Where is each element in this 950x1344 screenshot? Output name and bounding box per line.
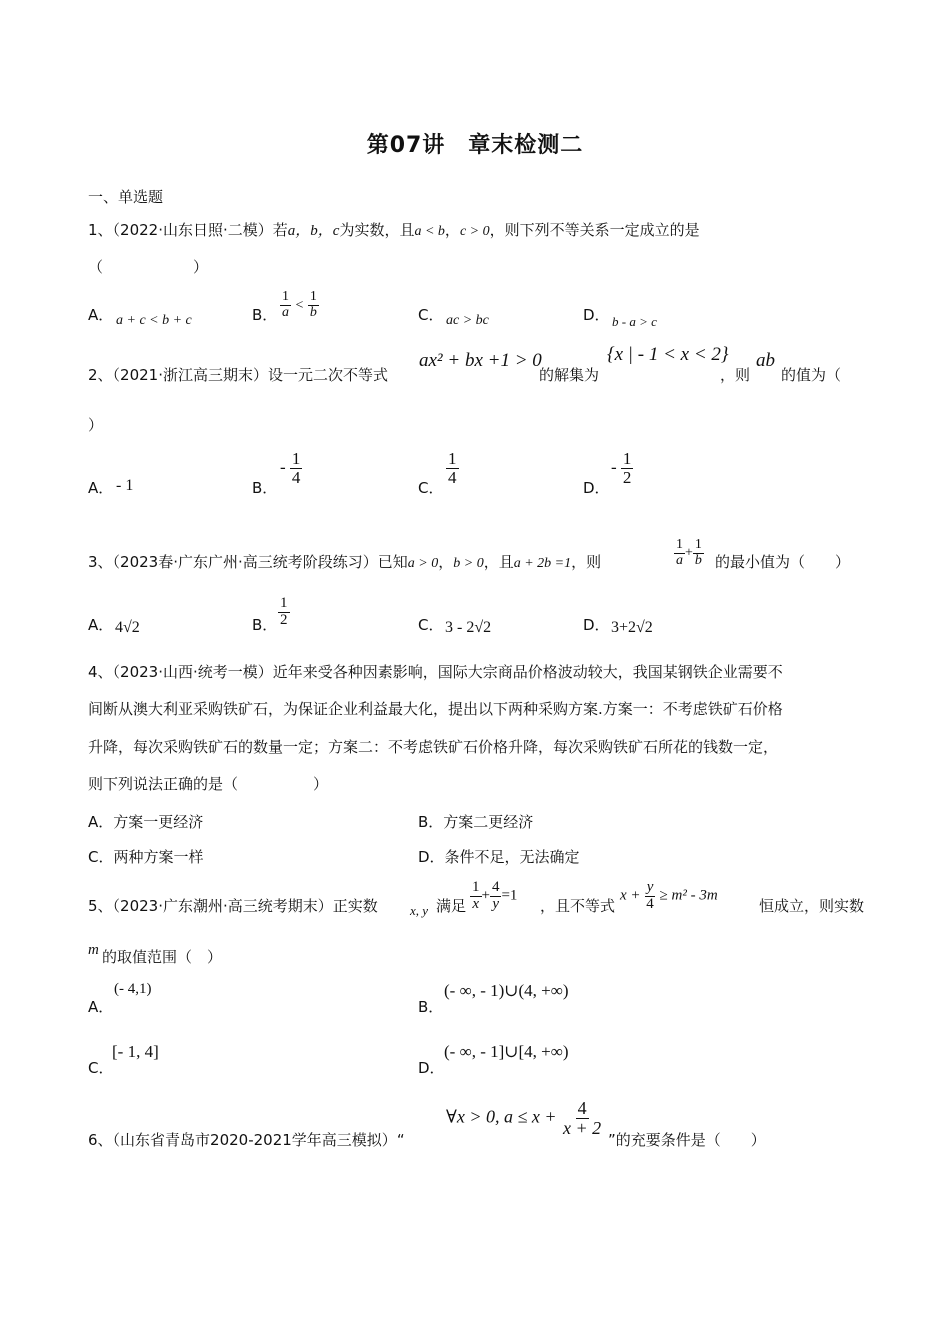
frac-num: 4 bbox=[577, 1098, 587, 1118]
question-number: 6、 bbox=[88, 1131, 113, 1149]
question-3-stem bbox=[88, 551, 601, 572]
frac-num: 1 bbox=[676, 537, 683, 552]
math-op: + bbox=[481, 887, 490, 904]
math-expr: m bbox=[88, 942, 99, 958]
option-d: (- ∞, - 1]∪[4, +∞) bbox=[444, 1042, 569, 1061]
frac-den: b bbox=[694, 552, 702, 568]
math-op: =1 bbox=[501, 887, 518, 904]
math-expr: a > 0 bbox=[407, 556, 439, 571]
stem-text: 的最小值为（ ） bbox=[715, 553, 851, 571]
option-label-d: D． bbox=[583, 479, 610, 497]
option-b: (- ∞, - 1)∪(4, +∞) bbox=[444, 981, 569, 1000]
frac-num: 1 bbox=[448, 449, 457, 468]
stem-text: 恒成立，则实数 bbox=[759, 897, 865, 915]
frac-den: x + 2 bbox=[563, 1117, 602, 1138]
math-inequality: ax² + bx +1 > 0 bbox=[419, 350, 542, 371]
option-b bbox=[280, 290, 319, 320]
frac-den: y bbox=[492, 895, 500, 912]
stem-text: 满足 bbox=[436, 897, 467, 915]
question-1-paren: （ ） bbox=[88, 258, 209, 276]
question-4-line-1 bbox=[88, 661, 783, 682]
stem-text: 的值为（ bbox=[781, 366, 842, 384]
option-label-a: A． bbox=[88, 306, 114, 324]
option-b: B．方案二更经济 bbox=[418, 813, 534, 831]
stem-text: 的取值范围（ ） bbox=[102, 948, 223, 966]
option-label-b: B． bbox=[418, 998, 444, 1016]
section-heading: 一、单选题 bbox=[88, 188, 164, 206]
option-a: - 1 bbox=[116, 477, 134, 494]
math-expr: c > 0 bbox=[459, 224, 490, 239]
option-c: 3 - 2√2 bbox=[445, 619, 492, 636]
frac-den: 2 bbox=[622, 467, 632, 487]
math-op: + bbox=[685, 545, 693, 561]
option-label-a: A． bbox=[88, 998, 114, 1016]
option-label-c: C． bbox=[418, 479, 444, 497]
stem-text: ，则下列不等关系一定成立的是 bbox=[489, 221, 700, 239]
frac-num: 1 bbox=[291, 449, 301, 468]
option-label-b: B． bbox=[252, 616, 278, 634]
question-number: 4、 bbox=[88, 663, 113, 681]
question-4-line-2: 间断从澳大利亚采购铁矿石，为保证企业利益最大化，提出以下两种采购方案.方案一：不考虑铁矿石价格 bbox=[88, 700, 783, 718]
stem-text: ，且不等式 bbox=[540, 897, 616, 915]
stem-text: ，且 bbox=[483, 553, 514, 571]
option-label-d: D． bbox=[418, 1059, 445, 1077]
option-c: C．两种方案一样 bbox=[88, 848, 204, 866]
math-expr: x, y bbox=[410, 903, 429, 918]
question-6-tail bbox=[608, 1129, 766, 1150]
option-label-d: D． bbox=[583, 306, 610, 324]
math-expr: ∀x > 0, a ≤ x + bbox=[446, 1106, 557, 1127]
math-expr: a < b bbox=[414, 224, 445, 239]
question-source: （山东省青岛市2020-2021学年高三模拟） bbox=[112, 1131, 397, 1149]
math-expr: ≥ m² - 3m bbox=[659, 887, 718, 904]
math-expr: a，b，c bbox=[287, 223, 340, 239]
frac-den: a bbox=[282, 304, 289, 320]
option-d bbox=[611, 450, 633, 487]
stem-text: ，则 bbox=[720, 366, 751, 384]
stem-text: 正实数 bbox=[332, 897, 378, 915]
frac-num: 1 bbox=[622, 449, 632, 468]
frac-den: 4 bbox=[291, 467, 301, 487]
frac-num: 1 bbox=[280, 595, 288, 611]
frac-num: y bbox=[646, 879, 654, 895]
math-expr: ab bbox=[756, 350, 775, 371]
option-label-c: C． bbox=[418, 616, 444, 634]
stem-text: 近年来受各种因素影响，国际大宗商品价格波动较大，我国某钢铁企业需要不 bbox=[272, 663, 783, 681]
question-number: 2、 bbox=[88, 366, 113, 384]
option-a: A．方案一更经济 bbox=[88, 813, 204, 831]
option-label-d: D． bbox=[583, 616, 610, 634]
option-label-b: B． bbox=[252, 479, 278, 497]
question-1-stem: 1、（2022·山东日照·二模）若a，b，c为实数，且a < b，c > 0，则下列不等关系一定成立的是 bbox=[88, 221, 700, 239]
frac-num: 4 bbox=[491, 879, 500, 895]
frac-den: 2 bbox=[280, 611, 288, 628]
question-number: 1、 bbox=[88, 221, 113, 239]
math-condition bbox=[446, 1099, 603, 1138]
option-d: 3+2√2 bbox=[611, 619, 653, 636]
option-c: [- 1, 4] bbox=[112, 1042, 159, 1061]
question-source: （2023·山西·统考一模） bbox=[112, 663, 273, 681]
option-b bbox=[278, 596, 290, 629]
frac-num: 1 bbox=[694, 537, 702, 552]
stem-text: 为实数，且 bbox=[339, 221, 415, 239]
question-6-stem bbox=[88, 1129, 405, 1150]
question-number: 3、 bbox=[88, 553, 113, 571]
stem-text: 的充要条件是（ ） bbox=[615, 1131, 766, 1149]
option-label-c: C． bbox=[88, 1059, 114, 1077]
option-a: a + c < b + c bbox=[116, 313, 192, 328]
stem-text: ， bbox=[438, 553, 454, 571]
option-label-a: A． bbox=[88, 479, 114, 497]
page-title: 第07讲 章末检测二 bbox=[366, 133, 584, 158]
option-c bbox=[446, 450, 459, 487]
option-b bbox=[280, 450, 302, 487]
option-label-c: C． bbox=[418, 306, 444, 324]
math-fraction-sum bbox=[470, 880, 517, 913]
stem-text: 已知 bbox=[377, 553, 408, 571]
stem-text: 设一元二次不等式 bbox=[268, 366, 389, 384]
frac-num: 1 bbox=[282, 289, 289, 304]
question-source: （2022·山东日照·二模） bbox=[112, 221, 273, 239]
option-a: (- 4,1) bbox=[114, 981, 152, 997]
option-label-a: A． bbox=[88, 616, 114, 634]
math-fraction-sum bbox=[674, 538, 704, 568]
stem-text: 若 bbox=[272, 221, 288, 239]
math-expr: b > 0 bbox=[453, 556, 484, 571]
math-set: {x | - 1 < x < 2} bbox=[607, 344, 729, 365]
frac-den: x bbox=[472, 895, 480, 912]
question-2-stem bbox=[88, 364, 388, 385]
question-source: （2021·浙江高三期末） bbox=[112, 366, 268, 384]
stem-text: ” bbox=[608, 1131, 616, 1149]
option-d: b - a > c bbox=[612, 314, 657, 329]
question-4-line-3: 升降，每次采购铁矿石的数量一定；方案二：不考虑铁矿石价格升降，每次采购铁矿石所花的钱数一定， bbox=[88, 738, 779, 756]
stem-text: “ bbox=[396, 1131, 405, 1149]
math-sign: - bbox=[280, 457, 286, 477]
frac-den: 4 bbox=[448, 467, 457, 487]
question-2-close: ） bbox=[88, 416, 104, 434]
stem-text: ，则 bbox=[571, 553, 602, 571]
option-label-b: B． bbox=[252, 306, 278, 324]
math-inequality bbox=[620, 880, 718, 913]
frac-num: 1 bbox=[309, 289, 317, 304]
frac-num: 1 bbox=[472, 879, 480, 895]
math-sign: - bbox=[611, 457, 617, 477]
math-expr: a + 2b =1 bbox=[513, 556, 572, 571]
stem-text: 的解集为 bbox=[539, 366, 600, 384]
option-c: ac > bc bbox=[446, 313, 489, 328]
question-number: 5、 bbox=[88, 897, 113, 915]
frac-den: a bbox=[676, 552, 683, 568]
question-4-line-4: 则下列说法正确的是（ ） bbox=[88, 775, 329, 793]
question-5-stem bbox=[88, 895, 378, 916]
frac-den: 4 bbox=[646, 895, 654, 912]
frac-den: b bbox=[309, 304, 317, 320]
math-op: < bbox=[295, 298, 304, 314]
question-source: （2023·广东潮州·高三统考期末） bbox=[112, 897, 333, 915]
option-a: 4√2 bbox=[115, 619, 140, 636]
question-source: （2023春·广东广州·高三统考阶段练习） bbox=[112, 553, 378, 571]
option-d: D．条件不足，无法确定 bbox=[418, 848, 580, 866]
math-expr: x + bbox=[620, 887, 641, 904]
